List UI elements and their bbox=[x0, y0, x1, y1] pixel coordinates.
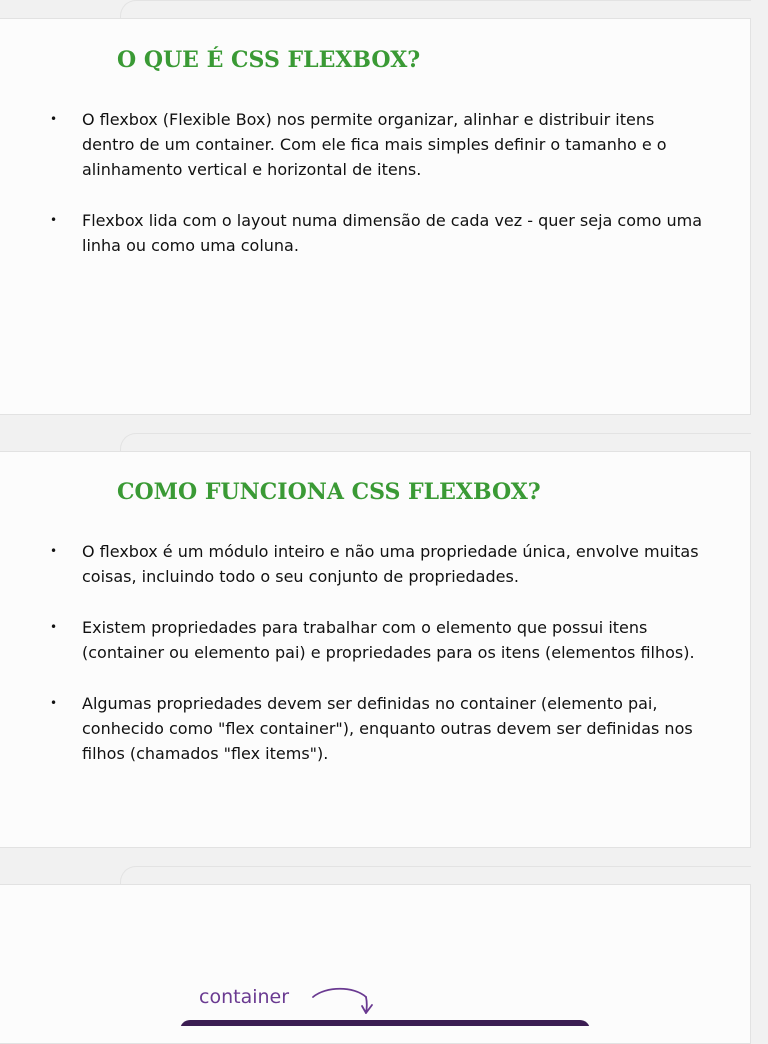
slide-title: O QUE É CSS FLEXBOX? bbox=[117, 47, 421, 73]
list-item: • O flexbox é um módulo inteiro e não uma propriedade única, envolve muitas coisas, incluindo todo o seu conjunto de propriedades. bbox=[50, 539, 710, 589]
bullet-list bbox=[50, 107, 710, 284]
arrow-curve-icon bbox=[313, 989, 366, 997]
list-item: • Flexbox lida com o layout numa dimensão de cada vez - quer seja como uma linha ou como uma coluna. bbox=[50, 208, 710, 258]
slide-what-is-flexbox bbox=[0, 18, 751, 415]
list-item: • Existem propriedades para trabalhar com o elemento que possui itens (container ou elemento pai) e propriedades para os itens (elementos filhos). bbox=[50, 615, 710, 665]
slide-how-flexbox-works bbox=[0, 451, 751, 848]
list-item: • O flexbox (Flexible Box) nos permite organizar, alinhar e distribuir itens dentro de um container. Com ele fica mais simples definir o tamanho e o alinhamento vertical e horizontal de itens. bbox=[50, 107, 710, 182]
diagram-label-container: container bbox=[199, 986, 290, 1008]
slide-tab-top bbox=[120, 866, 751, 884]
bullet-list bbox=[50, 539, 710, 792]
slide-tab-top bbox=[120, 433, 751, 451]
slide-title: COMO FUNCIONA CSS FLEXBOX? bbox=[117, 479, 541, 505]
slide-tab-top bbox=[120, 0, 751, 18]
container-box bbox=[180, 1020, 590, 1026]
list-item: • Algumas propriedades devem ser definidas no container (elemento pai, conhecido como "flex container"), enquanto outras devem ser definidas nos filhos (chamados "flex items"). bbox=[50, 691, 710, 766]
container-diagram bbox=[176, 966, 608, 1026]
